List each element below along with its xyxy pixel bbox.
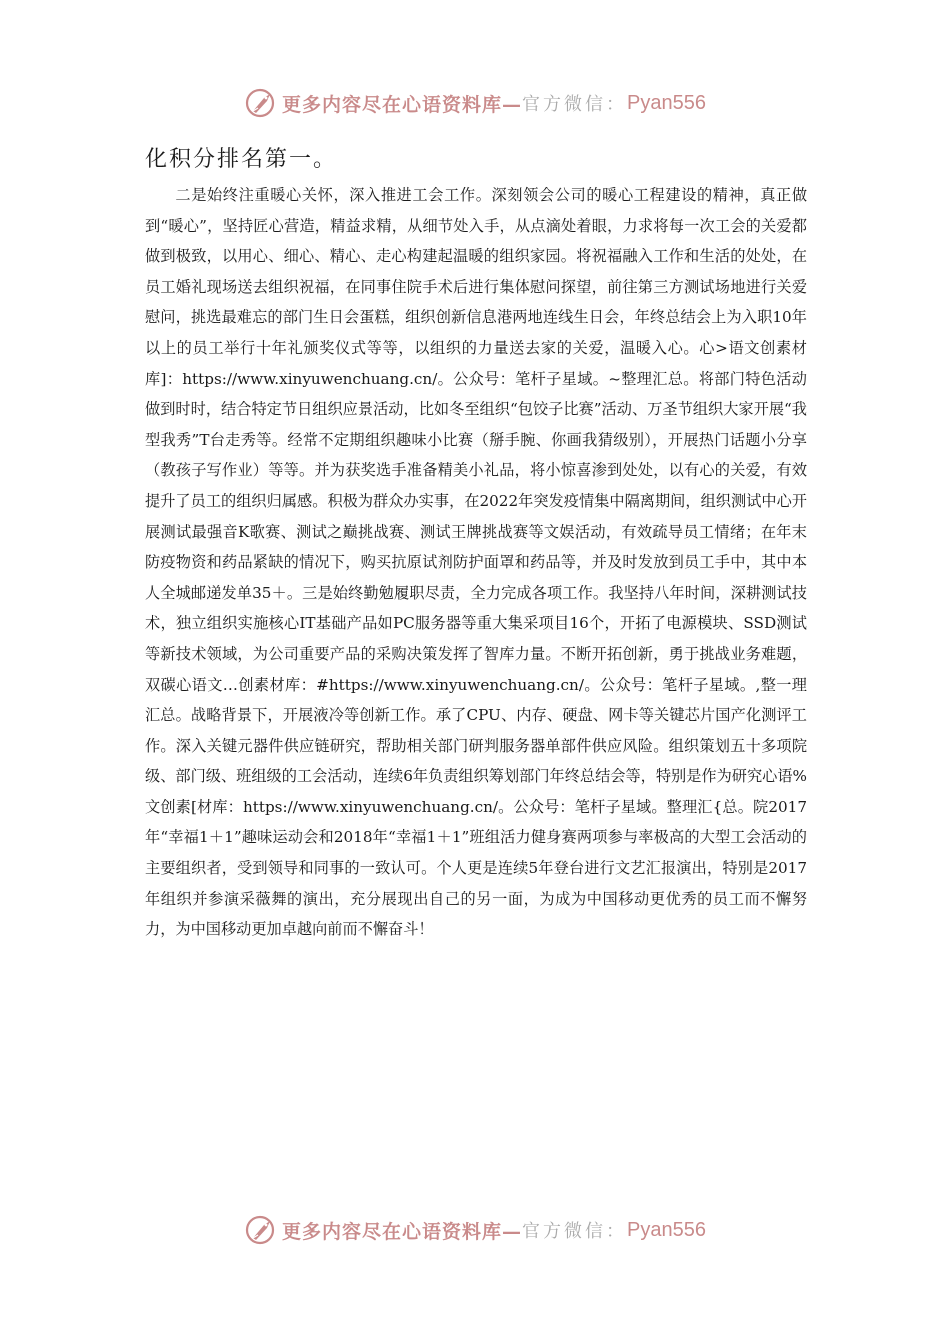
page-heading: 化积分排名第一。 bbox=[145, 147, 338, 172]
banner-label-text: 官方微信： bbox=[522, 94, 628, 115]
header-banner bbox=[0, 83, 950, 123]
footer-banner bbox=[0, 1210, 950, 1250]
body-paragraph: 二是始终注重暖心关怀，深入推进工会工作。深刻领会公司的暖心工程建设的精神，真正做到“暖心”，坚持匠心营造，精益求精，从细节处入手，从点滴处着眼，力求将每一次工会的关爱都做到极致，以用心、细心、精心、走心构建起温暖的组织家园。将祝福融入工作和生活的处处，在员工婚礼现场送去组织祝福，在同事住院手术后进行集体慰问探望，前往第三方测试场地进行关爱慰问，挑选最难忘的部门生日会蛋糕，组织创新信息港两地连线生日会，年终总结会上为入职10年以上的员工举行十年礼颁奖仪式等等，以组织的力量送去家的关爱，温暖入心。心>语文创素材库]：https://www.xinyuwenchuang.cn/。公众号：笔杆子星域。~整理汇总。将部门特色活动做到时时，结合特定节日组织应景活动，比如冬至组织“包饺子比赛”活动、万圣节组织大家开展“我型我秀”T台走秀等。经常不定期组织趣味小比赛（掰手腕、你画我猜级别），开展热门话题小分享（教孩子写作业）等等。并为获奖选手准备精美小礼品，将小惊喜渗到处处，以有心的关爱，有效提升了员工的组织归属感。积极为群众办实事，在2022年突发疫情集中隔离期间，组织测试中心开展测试最强音K歌赛、测试之巅挑战赛、测试王牌挑战赛等文娱活动，有效疏导员工情绪；在年末防疫物资和药品紧缺的情况下，购买抗原试剂防护面罩和药品等，并及时发放到员工手中，其中本人全城邮递发单35＋。三是始终勤勉履职尽责，全力完成各项工作。我坚持八年时间，深耕测试技术，独立组织实施核心IT基础产品如PC服务器等重大集采项目16个，开拓了电源模块、SSD测试等新技术领域，为公司重要产品的采购决策发挥了智库力量。不断开拓创新，勇于挑战业务难题，双碳心语文…创素材库：#https://www.xinyuwenchuang.cn/。公众号：笔杆子星域。,整一理汇总。战略背景下，开展液冷等创新工作。承了CPU、内存、硬盘、网卡等关键芯片国产化测评工作。深入关键元器件供应链研究，帮助相关部门研判服务器单部件供应风险。组织策划五十多项院级、部门级、班组级的工会活动，连续6年负责组织筹划部门年终总结会等，特别是作为研究心语%文创素[材库：https://www.xinyuwenchuang.cn/。公众号：笔杆子星域。整理汇{总。院2017年“幸福1＋1”趣味运动会和2018年“幸福1＋1”班组活力健身赛两项参与率极高的大型工会活动的主要组织者，受到领导和同事的一致认可。个人更是连续5年登台进行文艺汇报演出，特别是2017年组织并参演采薇舞的演出，充分展现出自己的另一面，为成为中国移动更优秀的员工而不懈努力，为中国移动更加卓越向前而不懈奋斗！ bbox=[145, 186, 807, 939]
banner-wechat-id: Pyan556 bbox=[627, 91, 706, 114]
banner-wechat-id: Pyan556 bbox=[627, 1218, 706, 1241]
pen-nib-logo-icon bbox=[244, 1213, 278, 1247]
pen-nib-logo-icon bbox=[244, 86, 278, 120]
banner-main-text: 更多内容尽在心语资料库— bbox=[282, 93, 523, 116]
document-body bbox=[145, 180, 807, 945]
banner-label-text: 官方微信： bbox=[522, 1221, 628, 1242]
banner-main-text: 更多内容尽在心语资料库— bbox=[282, 1220, 523, 1243]
